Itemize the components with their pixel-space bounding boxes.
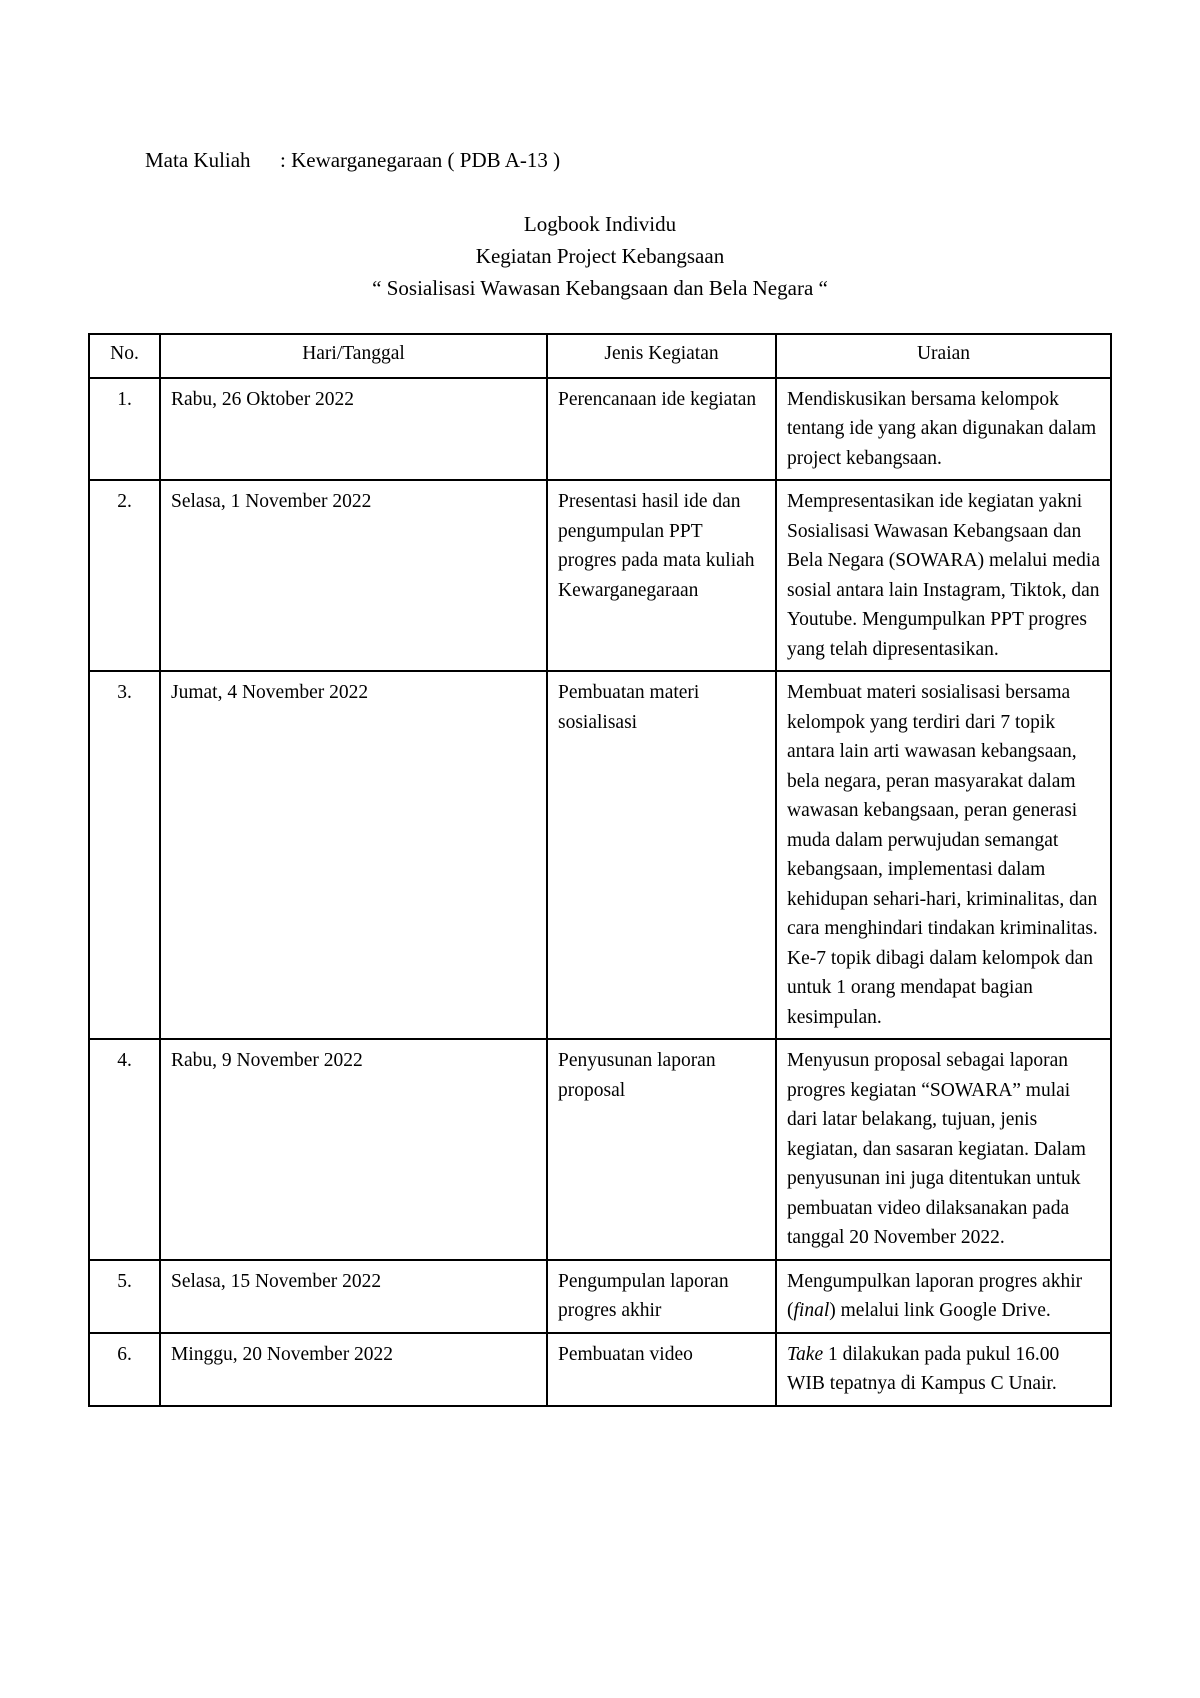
- title-line-3: “ Sosialisasi Wawasan Kebangsaan dan Bela Negara “: [372, 276, 828, 300]
- row-description: [776, 1333, 1111, 1406]
- table-row: [89, 480, 1111, 671]
- description-italic: Take: [787, 1343, 824, 1365]
- row-description: Mempresentasikan ide kegiatan yakni Sosialisasi Wawasan Kebangsaan dan Bela Negara (SOWARA) melalui media sosial antara lain Instagram, Tiktok, dan Youtube. Mengumpulkan PPT progres yang telah dipresentasikan.: [776, 480, 1111, 671]
- row-date: Selasa, 15 November 2022: [160, 1260, 547, 1333]
- row-no: 5.: [89, 1260, 160, 1333]
- row-activity: Pembuatan materi sosialisasi: [547, 671, 776, 1039]
- row-description: [776, 1260, 1111, 1333]
- row-activity: Pengumpulan laporan progres akhir: [547, 1260, 776, 1333]
- row-date: Selasa, 1 November 2022: [160, 480, 547, 671]
- row-date: Minggu, 20 November 2022: [160, 1333, 547, 1406]
- description-text: Mengumpulkan laporan progres akhir (: [787, 1270, 1083, 1321]
- row-description: Mendiskusikan bersama kelompok tentang ide yang akan digunakan dalam project kebangsaan.: [776, 378, 1111, 481]
- table-row: [89, 378, 1111, 481]
- table-row: [89, 1333, 1111, 1406]
- title-line-1: Logbook Individu: [523, 212, 677, 236]
- table-header-row: [89, 334, 1111, 378]
- row-no: 6.: [89, 1333, 160, 1406]
- document-title: [0, 208, 1200, 304]
- title-line-2: Kegiatan Project Kebangsaan: [475, 244, 725, 268]
- description-italic: final: [793, 1300, 830, 1321]
- row-description: Menyusun proposal sebagai laporan progres kegiatan “SOWARA” mulai dari latar belakang, tujuan, jenis kegiatan, dan sasaran kegiatan. Dalam penyusunan ini juga ditentukan untuk pembuatan video dilaksanakan pada tanggal 20 November 2022.: [776, 1039, 1111, 1260]
- course-label: Mata Kuliah: [145, 148, 251, 172]
- header-no: No.: [89, 334, 160, 378]
- header-date: Hari/Tanggal: [160, 334, 547, 378]
- table-row: [89, 1260, 1111, 1333]
- row-no: 3.: [89, 671, 160, 1039]
- row-no: 2.: [89, 480, 160, 671]
- logbook-table: [88, 333, 1112, 1407]
- row-no: 1.: [89, 378, 160, 481]
- course-value: : Kewarganegaraan ( PDB A-13 ): [280, 148, 561, 172]
- row-date: Jumat, 4 November 2022: [160, 671, 547, 1039]
- row-description: Membuat materi sosialisasi bersama kelompok yang terdiri dari 7 topik antara lain arti wawasan kebangsaan, bela negara, peran masyarakat dalam wawasan kebangsaan, peran generasi muda dalam perwujudan semangat kebangsaan, implementasi dalam kehidupan sehari-hari, kriminalitas, dan cara menghindari tindakan kriminalitas. Ke-7 topik dibagi dalam kelompok dan untuk 1 orang mendapat bagian kesimpulan.: [776, 671, 1111, 1039]
- row-date: Rabu, 9 November 2022: [160, 1039, 547, 1260]
- table-row: [89, 671, 1111, 1039]
- row-activity: Perencanaan ide kegiatan: [547, 378, 776, 481]
- row-no: 4.: [89, 1039, 160, 1260]
- course-line: [145, 148, 560, 173]
- description-text: ) melalui link Google Drive.: [829, 1300, 1051, 1321]
- header-activity: Jenis Kegiatan: [547, 334, 776, 378]
- row-date: Rabu, 26 Oktober 2022: [160, 378, 547, 481]
- row-activity: Pembuatan video: [547, 1333, 776, 1406]
- description-text: 1 dilakukan pada pukul 16.00 WIB tepatnya di Kampus C Unair.: [787, 1343, 1060, 1394]
- header-description: Uraian: [776, 334, 1111, 378]
- row-activity: Penyusunan laporan proposal: [547, 1039, 776, 1260]
- table-row: [89, 1039, 1111, 1260]
- row-activity: Presentasi hasil ide dan pengumpulan PPT progres pada mata kuliah Kewarganegaraan: [547, 480, 776, 671]
